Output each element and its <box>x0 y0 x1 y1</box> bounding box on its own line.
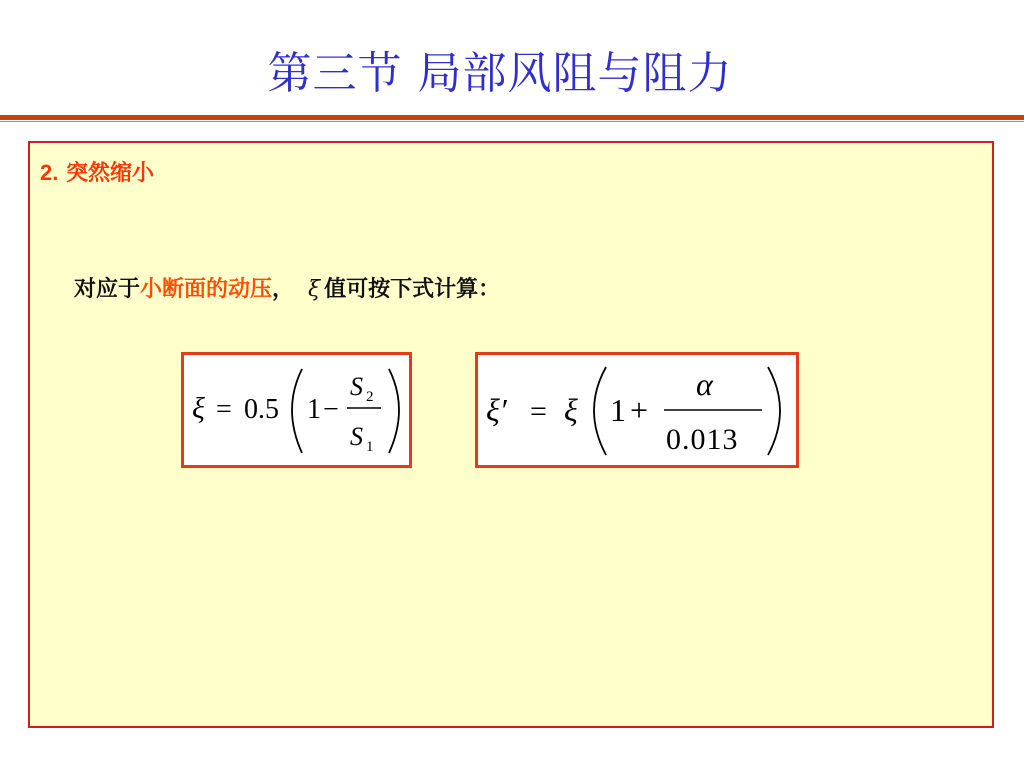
formula-1-denominator-sub: 1 <box>366 439 374 455</box>
section-spacer <box>58 161 66 186</box>
formula-2-one: 1 <box>610 392 626 428</box>
section-number: 2. <box>40 160 59 185</box>
formula-1-graphic <box>184 355 409 465</box>
description-line <box>74 274 500 306</box>
formula-2-graphic <box>478 355 796 465</box>
title-divider-thin <box>0 121 1024 122</box>
formula-box-1 <box>181 352 412 468</box>
section-title: 突然缩小 <box>66 161 155 186</box>
section-heading <box>40 158 154 189</box>
description-highlight: 小断面的动压 <box>140 277 273 302</box>
formula-box-2 <box>475 352 799 468</box>
formula-1-denominator-var: S <box>350 422 363 451</box>
formula-2-right-paren <box>768 367 780 455</box>
formula-1-equals: = <box>216 394 232 425</box>
formula-2-factor: ξ <box>564 392 578 428</box>
formula-2-plus: + <box>630 392 649 428</box>
formula-2-numerator: α <box>696 366 713 402</box>
formula-1-numerator-var: S <box>350 372 363 401</box>
formula-1-one: 1 <box>307 394 321 425</box>
formula-1-minus: − <box>323 394 339 425</box>
formula-1-left-paren <box>292 369 302 453</box>
formula-2-lhs: ξ′ <box>486 392 507 428</box>
xi-symbol: ξ <box>308 277 321 302</box>
formula-1-lhs: ξ <box>192 392 205 425</box>
title-divider <box>0 115 1024 120</box>
formula-2-denominator: 0.013 <box>666 423 739 456</box>
formula-1-coefficient: 0.5 <box>244 394 279 425</box>
formula-2-left-paren <box>594 367 606 455</box>
description-prefix: 对应于 <box>74 277 141 302</box>
formula-1-numerator-sub: 2 <box>366 389 374 405</box>
slide-title: 第三节 局部风阻与阻力 <box>267 48 733 99</box>
description-comma: ， <box>272 277 295 302</box>
formula-2-equals: = <box>530 395 547 428</box>
description-suffix: 值可按下式计算： <box>324 277 501 302</box>
formula-1-right-paren <box>389 369 399 453</box>
